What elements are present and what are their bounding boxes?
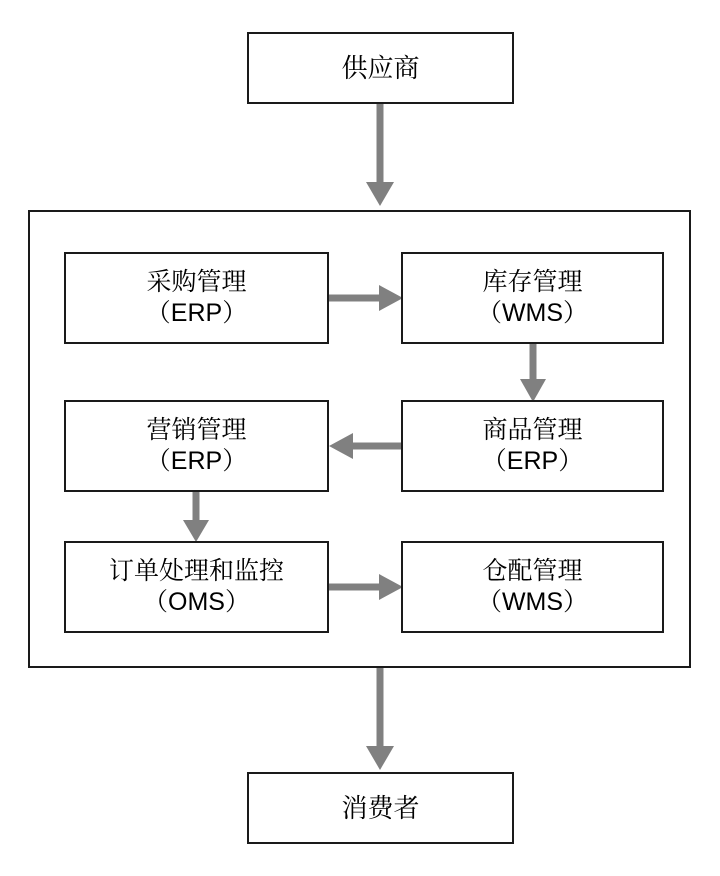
node-merchandise <box>401 400 664 492</box>
arrow-procurement-to-inventory <box>329 280 405 316</box>
node-marketing-label: 营销管理 <box>146 415 247 444</box>
arrow-system-to-consumer <box>362 668 398 774</box>
arrow-inventory-to-merchandise <box>515 344 551 406</box>
node-warehouse-delivery-label: 仓配管理 <box>482 556 583 585</box>
arrow-marketing-to-order <box>178 492 214 546</box>
node-procurement <box>64 252 329 344</box>
node-inventory <box>401 252 664 344</box>
node-inventory-sublabel: （WMS） <box>476 299 589 327</box>
node-inventory-label: 库存管理 <box>482 267 583 296</box>
node-supplier <box>247 32 514 104</box>
node-procurement-label: 采购管理 <box>146 267 247 296</box>
node-merchandise-sublabel: （ERP） <box>481 447 584 475</box>
node-supplier-label: 供应商 <box>341 52 420 83</box>
arrow-order-to-warehouse <box>329 569 405 605</box>
arrow-merchandise-to-marketing <box>327 428 405 464</box>
node-marketing <box>64 400 329 492</box>
node-consumer-label: 消费者 <box>341 792 420 823</box>
node-warehouse-delivery <box>401 541 664 633</box>
node-consumer <box>247 772 514 844</box>
node-warehouse-delivery-sublabel: （WMS） <box>476 588 589 616</box>
node-merchandise-label: 商品管理 <box>482 415 583 444</box>
node-order-processing <box>64 541 329 633</box>
node-marketing-sublabel: （ERP） <box>145 447 248 475</box>
node-order-processing-sublabel: （OMS） <box>143 588 250 616</box>
arrow-supplier-to-system <box>362 104 398 210</box>
node-order-processing-label: 订单处理和监控 <box>108 556 284 585</box>
node-procurement-sublabel: （ERP） <box>145 299 248 327</box>
